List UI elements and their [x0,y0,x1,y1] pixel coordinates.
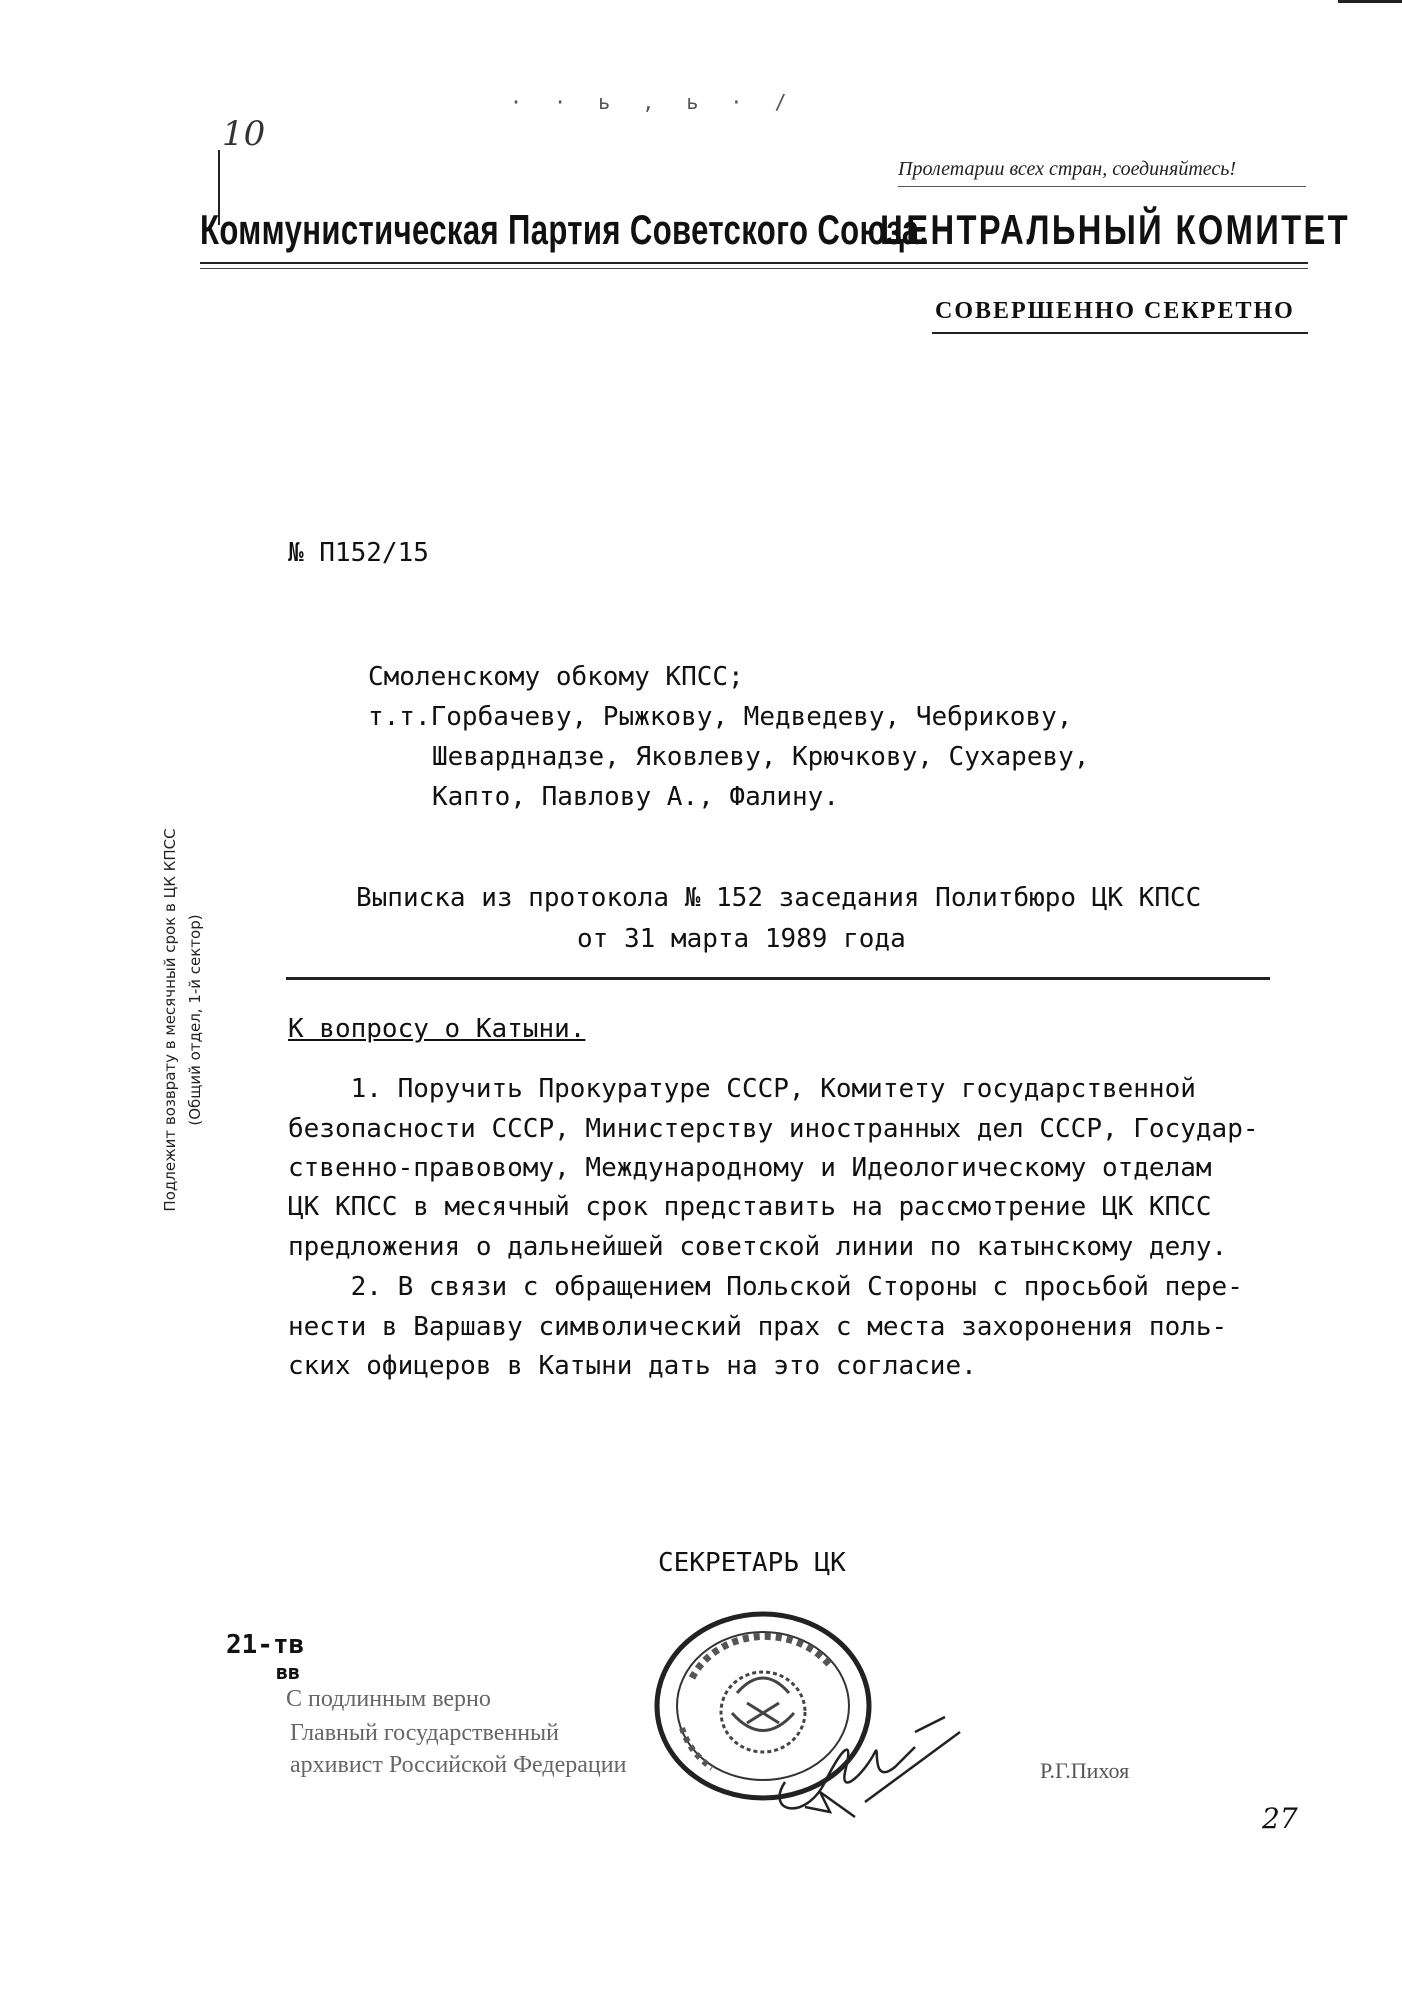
page-number: 27 [1262,1802,1298,1835]
addressee-line: Смоленскому обкому КПСС; [368,662,744,692]
secretary-title: СЕКРЕТАРЬ ЦК [658,1548,846,1578]
paragraph-line: предложения о дальнейшей советской линии по катынскому делу. [288,1232,1228,1262]
addressee-line: т.т.Горбачеву, Рыжкову, Медведеву, Чебрикову, [368,702,1073,732]
certification-line: Главный государственный [290,1720,560,1746]
extract-title: Выписка из протокола № 152 заседания Политбюро ЦК КПСС [356,883,1202,913]
return-notice-line: (Общий отдел, 1-й сектор) [186,914,204,1126]
addressee-line: Капто, Павлову А., Фалину. [432,782,839,812]
addressee-line: Шеварднадзе, Яковлеву, Крючкову, Сухареву, [432,742,1090,772]
header-rule-thin [200,268,1308,269]
paragraph-line: 2. В связи с обращением Польской Стороны с просьбой пере- [288,1272,1243,1302]
signature [745,1712,965,1827]
document-number: № П152/15 [288,538,429,568]
typist-code-2: вв [276,1660,301,1684]
corner-mark [1338,0,1402,3]
certification-line: С подлинным верно [286,1686,491,1712]
return-notice [158,680,208,1360]
classification-underline [932,332,1308,334]
header-rule [200,262,1308,264]
handwritten-note: 10 [222,114,266,154]
slogan-underline [898,186,1306,187]
return-notice-line: Подлежит возврату в месячный срок в ЦК КПСС [161,828,179,1212]
paragraph-line: нести в Варшаву символический прах с места захоронения поль- [288,1312,1228,1342]
slogan: Пролетарии всех стран, соединяйтесь! [898,158,1237,180]
paragraph-line: ских офицеров в Катыни дать на это согласие. [288,1351,977,1381]
paragraph-line: ственно-правовому, Международному и Идеологическому отделам [288,1153,1212,1183]
extract-date: от 31 марта 1989 года [577,924,906,954]
section-rule [286,977,1270,980]
paragraph-line: безопасности СССР, Министерству иностранных дел СССР, Государ- [288,1114,1259,1144]
top-scribble: · · ь , ь · / [510,90,797,114]
typist-code: 21-тв [226,1630,305,1660]
certification-line: архивист Российской Федерации [290,1752,627,1778]
classification: СОВЕРШЕННО СЕКРЕТНО [935,298,1295,324]
committee-title: ЦЕНТРАЛЬНЫЙ КОМИТЕТ [880,206,1351,253]
topic-heading: К вопросу о Катыни. [288,1014,586,1044]
paragraph-line: 1. Поручить Прокуратуре СССР, Комитету государственной [288,1074,1196,1104]
paragraph-line: ЦК КПСС в месячный срок представить на рассмотрение ЦК КПСС [288,1192,1212,1222]
party-name: Коммунистическая Партия Советского Союза. [200,206,929,253]
signatory-name: Р.Г.Пихоя [1040,1758,1130,1783]
signature-scribble-icon [745,1712,965,1822]
